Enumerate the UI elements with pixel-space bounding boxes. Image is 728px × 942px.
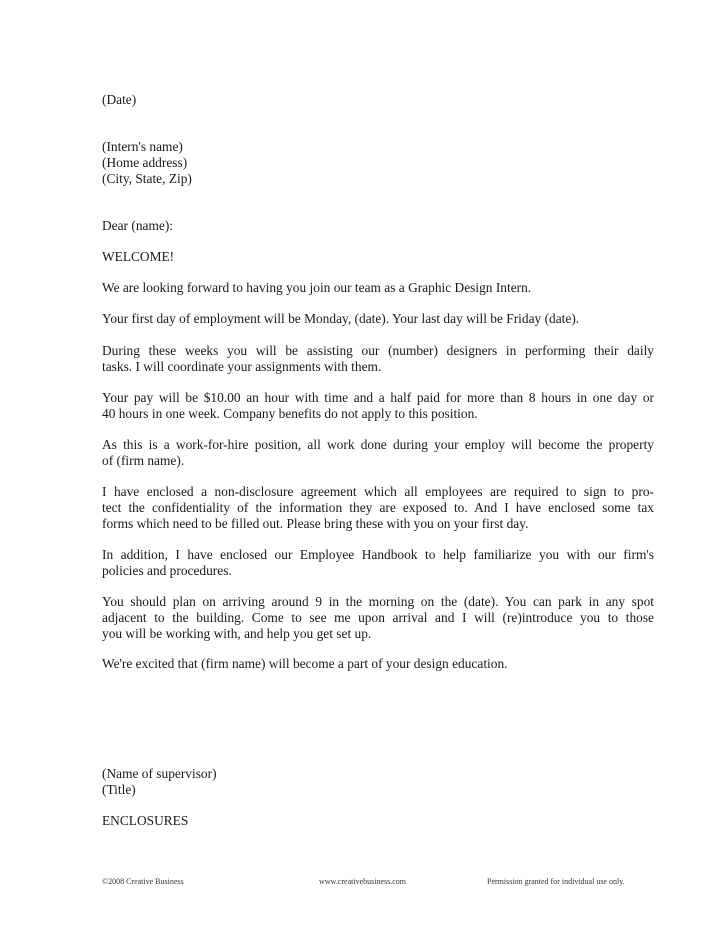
recipient-name: (Intern's name) [102, 139, 183, 154]
paragraph-work-for-hire [102, 437, 654, 469]
paragraph-line: You should plan on arriving around 9 in the morning on the (date). You can park in any spot [102, 594, 654, 609]
footer-copyright: ©2008 Creative Business [102, 877, 184, 886]
paragraph-line: During these weeks you will be assisting our (number) designers in performing their daily [102, 343, 654, 358]
paragraph-line: Your pay will be $10.00 an hour with time and a half paid for more than 8 hours in one day or [102, 390, 654, 405]
paragraph-line: adjacent to the building. Come to see me upon arrival and I will (re)introduce you to those [102, 609, 654, 625]
salutation: Dear (name): [102, 218, 174, 233]
paragraph-line: We are looking forward to having you join our team as a Graphic Design Intern. [102, 280, 532, 295]
paragraph-intro [102, 280, 654, 296]
recipient-address: (Home address) [102, 155, 188, 170]
paragraph-line: I have enclosed a non-disclosure agreement which all employees are required to sign to pro- [102, 484, 654, 499]
date-line: (Date) [102, 92, 137, 107]
paragraph-line: tect the confidentiality of the information they are exposed to. And I have enclosed some tax [102, 499, 654, 515]
paragraph-handbook [102, 547, 654, 579]
paragraph-non-disclosure [102, 484, 654, 531]
paragraph-closing [102, 656, 654, 672]
paragraph-pay [102, 390, 654, 422]
paragraph-line: you will be working with, and help you get set up. [102, 625, 372, 641]
supervisor-name: (Name of supervisor) [102, 766, 217, 781]
paragraph-arrival [102, 594, 654, 641]
recipient-city: (City, State, Zip) [102, 171, 192, 186]
paragraph-line: tasks. I will coordinate your assignments with them. [102, 358, 382, 374]
paragraph-line: We're excited that (firm name) will become a part of your design education. [102, 656, 508, 671]
welcome-heading: WELCOME! [102, 249, 175, 264]
footer-website: www.creativebusiness.com [319, 877, 407, 886]
paragraph-line: forms which need to be filled out. Please bring these with you on your first day. [102, 515, 529, 531]
paragraph-line: 40 hours in one week. Company benefits do not apply to this position. [102, 405, 478, 421]
paragraph-line: Your first day of employment will be Monday, (date). Your last day will be Friday (date). [102, 311, 580, 326]
paragraph-assignments [102, 343, 654, 375]
paragraph-line: policies and procedures. [102, 562, 232, 578]
footer-permission: Permission granted for individual use only. [487, 877, 625, 886]
supervisor-title: (Title) [102, 782, 136, 797]
paragraph-line: of (firm name). [102, 452, 185, 468]
paragraph-line: As this is a work-for-hire position, all work done during your employ will become the property [102, 437, 654, 452]
paragraph-employment-dates [102, 311, 654, 327]
paragraph-line: In addition, I have enclosed our Employee Handbook to help familiarize you with our firm's [102, 547, 654, 562]
enclosures-label: ENCLOSURES [102, 813, 189, 828]
